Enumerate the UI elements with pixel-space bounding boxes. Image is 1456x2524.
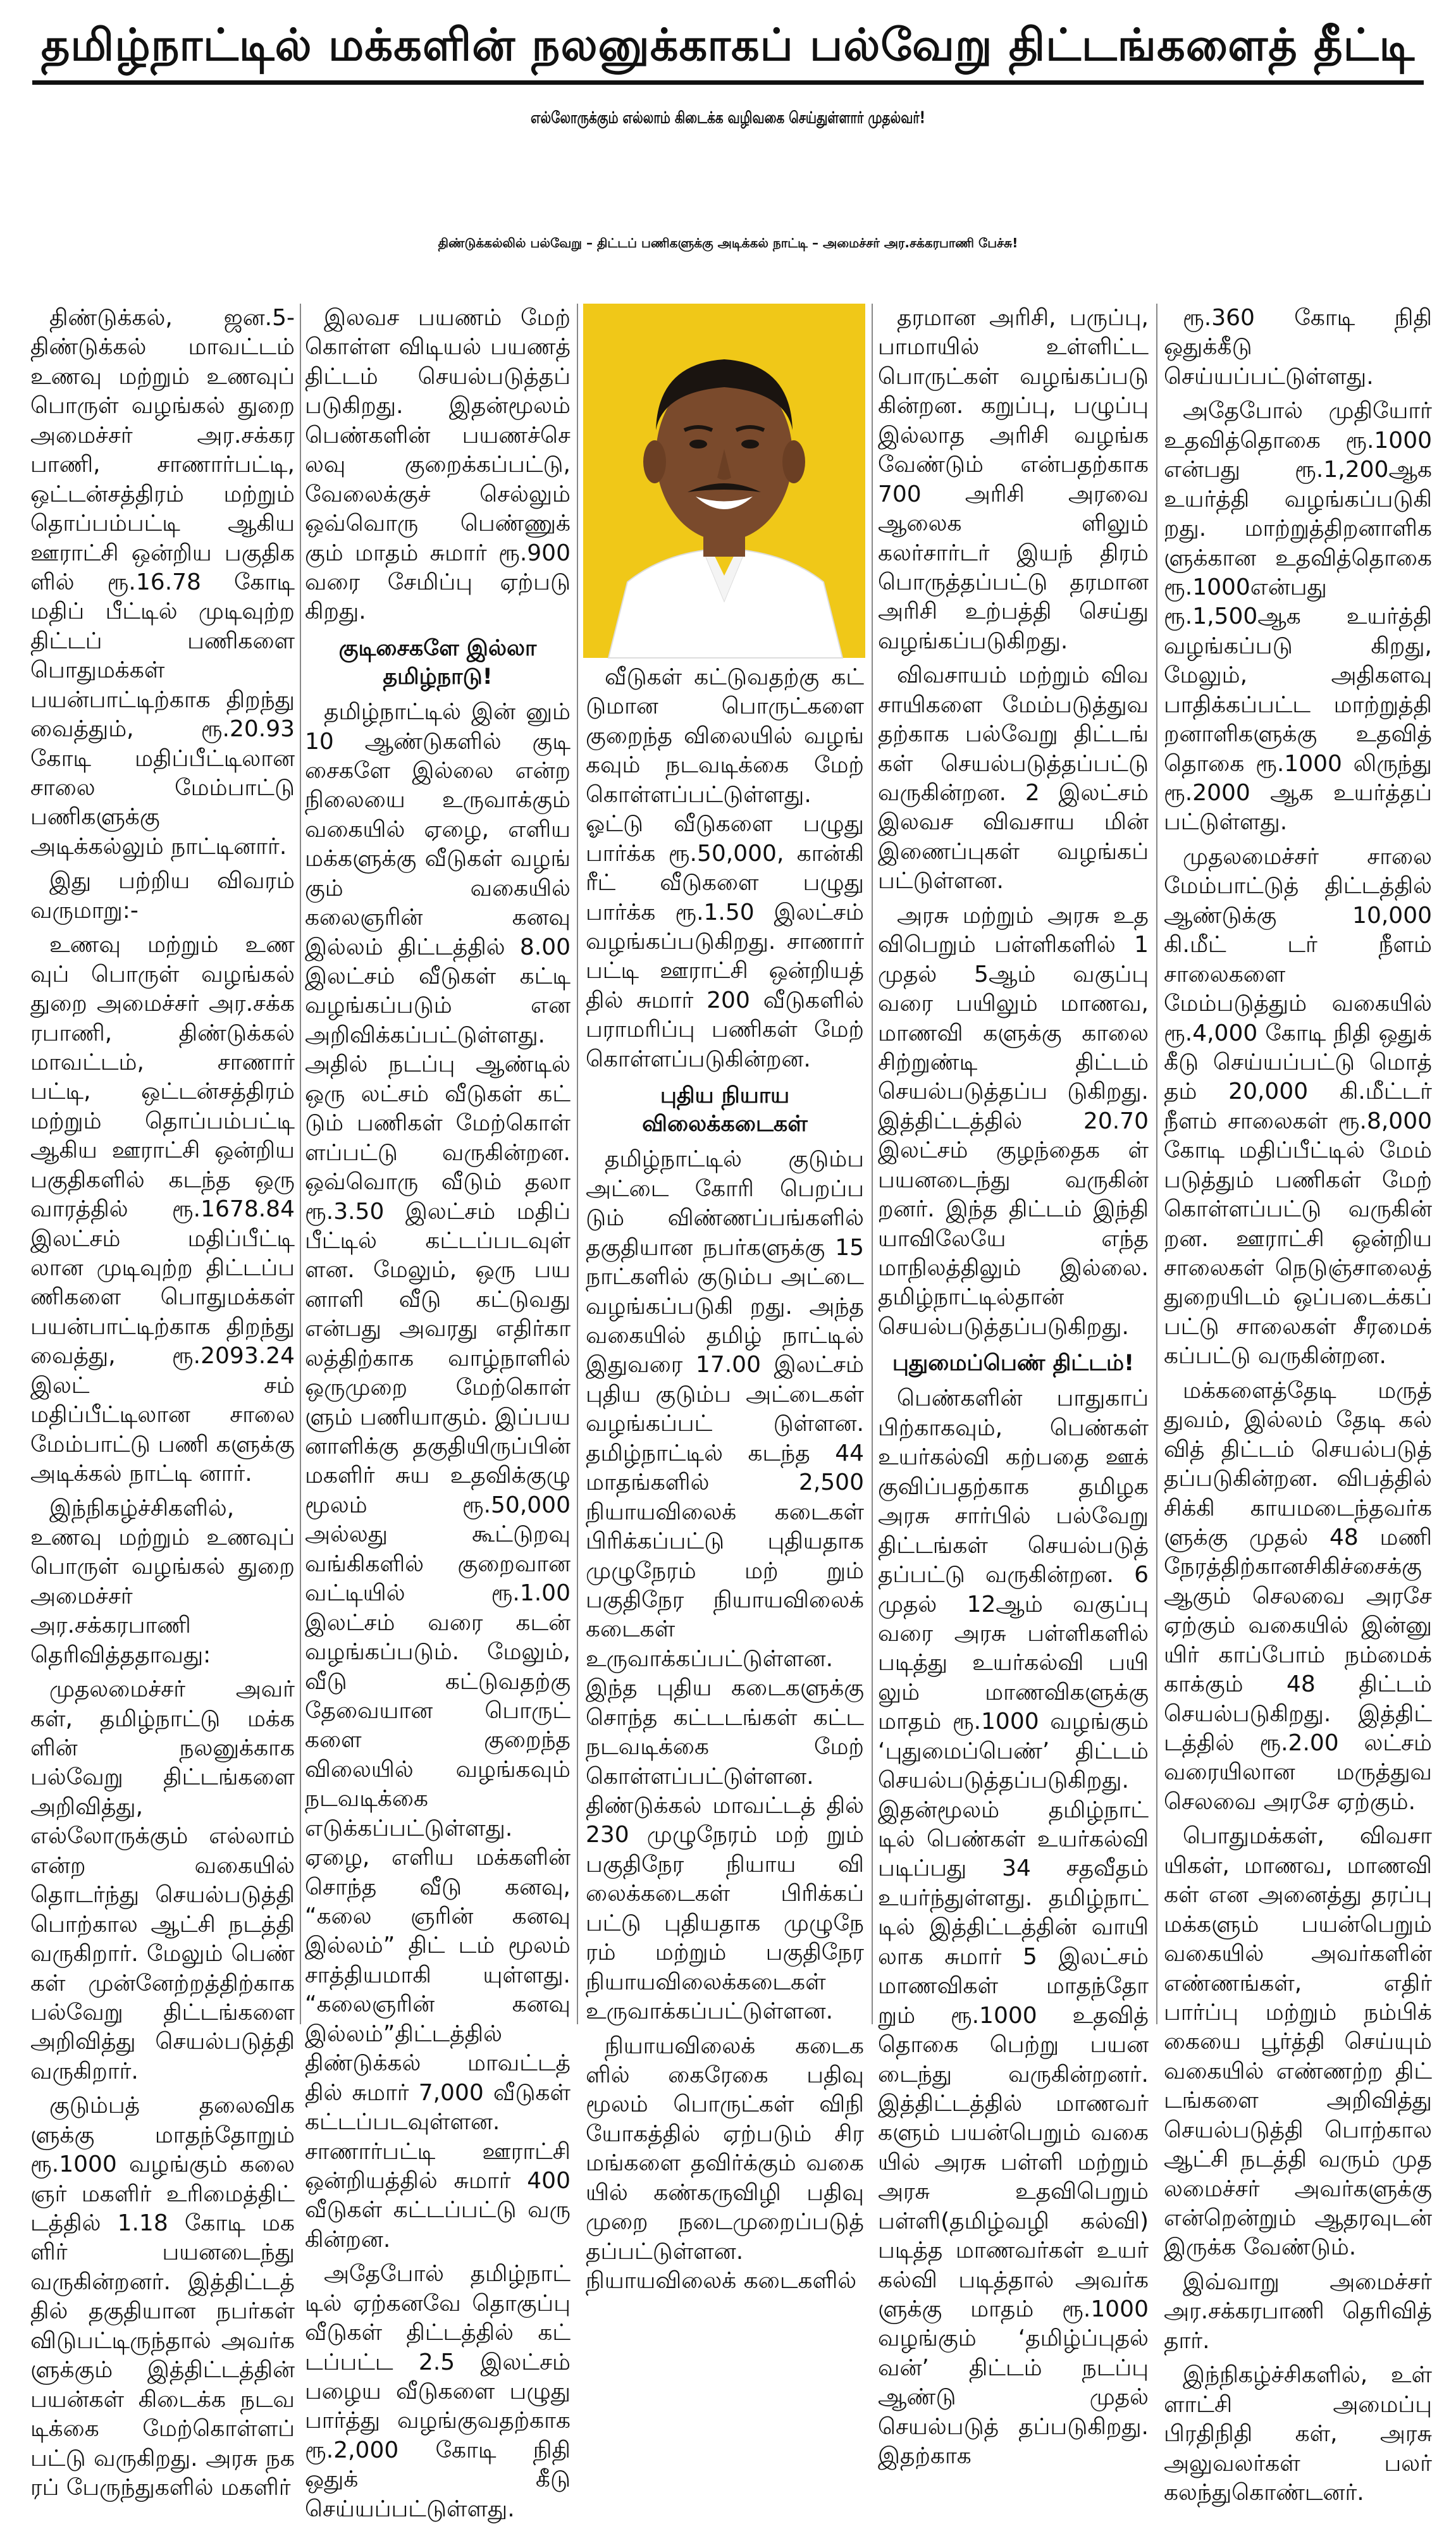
article-paragraph: முதலமைச்சர் சாலை மேம்பாட்டுத் திட்டத்தில் ஆண்டுக்கு 10,000 கி.மீட் டர் நீளம் சாலைகளை மேம்படுத்தும் வகையில் ரூ.4,000 கோடி நிதி ஒதுக் கீடு செய்யப்பட்டு மொத் தம் 20,000 கி.மீட்டர் நீளம் சாலைகள் ரூ.8,000 கோடி மதிப்பீட்டில் மேம் படுத்தும் பணிகள் மேற் கொள்ளப்பட்டு வருகின் றன. ஊராட்சி ஒன்றிய சாலைகள் நெடுஞ்சாலைத் துறையிடம் ஒப்படைக்கப் பட்டு சாலைகள் சீரமைக் கப்பட்டு வருகின்றன. [1164,843,1432,1370]
column-divider [577,304,578,2024]
left-eye [689,440,707,449]
headline: எல்லோருக்கும் எல்லாம் கிடைக்க வழிவகை செய்துள்ளார் முதல்வர்! [531,108,925,127]
article-column-1 [30,304,295,2501]
kicker-text: தமிழ்நாட்டில் மக்களின் நலனுக்காகப் பல்வேறு திட்டங்களைத் தீட்டி [32,19,1424,85]
portrait-illustration [583,304,865,658]
article-paragraph: அதேபோல் தமிழ்நாட் டில் ஏற்கனவே தொகுப்பு வீடுகள் திட்டத்தில் கட் டப்பட்ட 2.5 இலட்சம் பழைய வீடுகளை பழுது பார்த்து வழங்குவதற்காக ரூ.2,000 கோடி நிதி ஒதுக் கீடு செய்யப்பட்டுள்ளது. [305,2261,571,2522]
article-column-2 [305,304,571,2522]
article-paragraph: அரசு மற்றும் அரசு உத விபெறும் பள்ளிகளில் 1 முதல் 5ஆம் வகுப்பு வரை பயிலும் மாணவ, மாணவி களுக்கு காலை சிற்றுண்டி திட்டம் செயல்படுத்தப்ப டுகிறது. இத்திட்டத்தில் 20.70 இலட்சம் குழந்தைக ள் பயனடைந்து வருகின் றனர். இந்த திட்டம் இந்தி யாவிலேயே எந்த மாநிலத்திலும் இல்லை. தமிழ்நாட்டில்தான் செயல்படுத்தப்படுகிறது. [878,902,1149,1340]
column-divider [1156,304,1157,2024]
article-paragraph: நியாயவிலைக் கடைக ளில் கைரேகை பதிவு மூலம் பொருட்கள் விநி யோகத்தில் ஏற்படும் சிர மங்களை தவிர்க்கும் வகை யில் கண்கருவிழி பதிவு முறை நடைமுறைப்படுத் தப்பட்டுள்ளன. நியாயவிலைக் கடைகளில் [586,2032,864,2294]
right-ear [782,440,805,483]
article-paragraph: ரூ.360 கோடி நிதி ஒதுக்கீடு செய்யப்பட்டுள்ளது. [1164,305,1432,390]
column-divider [872,304,873,2024]
article-paragraph: இலவச பயணம் மேற் கொள்ள விடியல் பயணத் திட்டம் செயல்படுத்தப் படுகிறது. இதன்மூலம் பெண்களின் பயணச்செ லவு குறைக்கப்பட்டு, வேலைக்குச் செல்லும் ஒவ்வொரு பெண்ணுக் கும் மாதம் சுமார் ரூ.900 வரை சேமிப்பு ஏற்படு கிறது. [305,305,571,625]
article-paragraph: தமிழ்நாட்டில் குடும்ப அட்டை கோரி பெறப்ப டும் விண்ணப்பங்களில் தகுதியான நபர்களுக்கு 15 நாட்களில் குடும்ப அட்டை வழங்கப்படுகி றது. அந்த வகையில் தமிழ் நாட்டில் இதுவரை 17.00 இலட்சம் புதிய குடும்ப அட்டைகள் வழங்கப்பட் டுள்ளன. தமிழ்நாட்டில் கடந்த 44 மாதங்களில் 2,500 நியாயவிலைக் கடைகள் பிரிக்கப்பட்டு புதியதாக முழுநேரம் மற் றும் பகுதிநேர நியாயவிலைக் கடைகள் உருவாக்கப்பட்டுள்ளன. இந்த புதிய கடைகளுக்கு சொந்த கட்டடங்கள் கட்ட நடவடிக்கை மேற் கொள்ளப்பட்டுள்ளன. திண்டுக்கல் மாவட்டத் தில் 230 முழுநேரம் மற் றும் பகுதிநேர நியாய வி லைக்கடைகள் பிரிக்கப் பட்டு புதியதாக முழுநே ரம் மற்றும் பகுதிநேர நியாயவிலைக்கடைகள் உருவாக்கப்பட்டுள்ளன. [586,1146,864,2025]
article-column-4 [878,304,1149,2470]
kicker [0,15,1456,85]
article-column-5 [1164,304,1432,2506]
article-paragraph: அதேபோல் முதியோர் உதவித்தொகை ரூ.1000 என்பது ரூ.1,200ஆக உயர்த்தி வழங்கப்படுகி றது. மாற்றுத்திறனாளிக ளுக்கான உதவித்தொகை ரூ.1000என்பது ரூ.1,500ஆக உயர்த்தி வழங்கப்படு கிறது, மேலும், அதிகளவு பாதிக்கப்பட்ட மாற்றுத்தி றனாளிகளுக்கு உதவித் தொகை ரூ.1000 லிருந்து ரூ.2000 ஆக உயர்த்தப் பட்டுள்ளது. [1164,398,1432,836]
article-paragraph: விவசாயம் மற்றும் விவ சாயிகளை மேம்படுத்துவ தற்காக பல்வேறு திட்டங் கள் செயல்படுத்தப்பட்டு வருகின்றன. 2 இலட்சம் இலவச விவசாய மின் இணைப்புகள் வழங்கப் பட்டுள்ளன. [878,662,1149,894]
article-paragraph: பொதுமக்கள், விவசா யிகள், மாணவ, மாணவி கள் என அனைத்து தரப்பு மக்களும் பயன்பெறும் வகையில் அவர்களின் எண்ணங்கள், எதிர் பார்ப்பு மற்றும் நம்பிக் கையை பூர்த்தி செய்யும் வகையில் எண்ணற்ற திட் டங்களை அறிவித்து செயல்படுத்தி பொற்கால ஆட்சி நடத்தி வரும் முத லமைச்சர் அவர்களுக்கு என்றென்றும் ஆதரவுடன் இருக்க வேண்டும். [1164,1823,1432,2261]
right-eye [741,440,759,449]
section-subheading: குடிசைகளே இல்லா தமிழ்நாடு! [338,635,537,690]
article-paragraph: உணவு மற்றும் உண வுப் பொருள் வழங்கல் துறை அமைச்சர் அர.சக்க ரபாணி, திண்டுக்கல் மாவட்டம், சாணார் பட்டி, ஒட்டன்சத்திரம் மற்றும் தொப்பம்பட்டி ஆகிய ஊராட்சி ஒன்றிய பகுதிகளில் கடந்த ஒரு வாரத்தில் ரூ.1678.84 இலட்சம் மதிப்பீட்டி லான முடிவுற்ற திட்டப்ப ணிகளை பொதுமக்கள் பயன்பாட்டிற்காக திறந்து வைத்து, ரூ.2093.24 இலட் சம் மதிப்பீட்டிலான சாலை மேம்பாட்டு பணி களுக்கு அடிக்கல் நாட்டி னார். [30,932,295,1487]
article-paragraph: தரமான அரிசி, பருப்பு, பாமாயில் உள்ளிட்ட பொருட்கள் வழங்கப்படு கின்றன. கறுப்பு, பழுப்பு இல்லாத அரிசி வழங்க வேண்டும் என்பதற்காக 700 அரிசி அரவை ஆலைக ளிலும் கலர்சார்டர் இயந் திரம் பொருத்தப்பட்டு தரமான அரிசி உற்பத்தி செய்து வழங்கப்படுகிறது. [878,305,1149,654]
article-column-3 [586,663,864,2294]
article-paragraph: முதலமைச்சர் அவர் கள், தமிழ்நாட்டு மக்க ளின் நலனுக்காக பல்வேறு திட்டங்களை அறிவித்து, எல்லோருக்கும் எல்லாம் என்ற வகையில் தொடர்ந்து செயல்படுத்தி பொற்கால ஆட்சி நடத்தி வருகிறார். மேலும் பெண் கள் முன்னேற்றத்திற்காக பல்வேறு திட்டங்களை அறிவித்து செயல்படுத்தி வருகிறார். [30,1676,295,2084]
article-paragraph: வீடுகள் கட்டுவதற்கு கட் டுமான பொருட்களை குறைந்த விலையில் வழங் கவும் நடவடிக்கை மேற் கொள்ளப்பட்டுள்ளது. ஓட்டு வீடுகளை பழுது பார்க்க ரூ.50,000, கான்கி ரீட் வீடுகளை பழுது பார்க்க ரூ.1.50 இலட்சம் வழங்கப்படுகிறது. சாணார் பட்டி ஊராட்சி ஒன்றியத் தில் சுமார் 200 வீடுகளில் பராமரிப்பு பணிகள் மேற் கொள்ளப்படுகின்றன. [586,664,864,1072]
article-paragraph: இந்நிகழ்ச்சிகளில், உள் ளாட்சி அமைப்பு பிரதிநிதி கள், அரசு அலுவலர்கள் பலர் கலந்துகொண்டனர். [1164,2362,1432,2506]
article-paragraph: தமிழ்நாட்டில் இன் னும் 10 ஆண்டுகளில் குடி சைகளே இல்லை என்ற நிலையை உருவாக்கும் வகையில் ஏழை, எளிய மக்களுக்கு வீடுகள் வழங் கும் வகையில் கலைஞரின் கனவு இல்லம் திட்டத்தில் 8.00 இலட்சம் வீடுகள் கட்டி வழங்கப்படும் என அறிவிக்கப்பட்டுள்ளது. அதில் நடப்பு ஆண்டில் ஒரு லட்சம் வீடுகள் கட் டும் பணிகள் மேற்கொள் ளப்பட்டு வருகின்றன. ஒவ்வொரு வீடும் தலா ரூ.3.50 இலட்சம் மதிப் பீட்டில் கட்டப்படவுள் ளன. மேலும், ஒரு பய னாளி வீடு கட்டுவது என்பது அவரது எதிர்கா லத்திற்காக வாழ்நாளில் ஒருமுறை மேற்கொள் ளும் பணியாகும். இப்பய னாளிக்கு தகுதியிருப்பின் மகளிர் சுய உதவிக்குழு மூலம் ரூ.50,000 அல்லது கூட்டுறவு வங்கிகளில் குறைவான வட்டியில் ரூ.1.00 இலட்சம் வரை கடன் வழங்கப்படும். மேலும், வீடு கட்டுவதற்கு தேவையான பொருட் களை குறைந்த விலையில் வழங்கவும் நடவடிக்கை எடுக்கப்பட்டுள்ளது. ஏழை, எளிய மக்களின் சொந்த வீடு கனவு, “கலை ஞரின் கனவு இல்லம்” திட் டம் மூலம் சாத்தியமாகி யுள்ளது. “கலைஞரின் கனவு இல்லம்”திட்டத்தில் திண்டுக்கல் மாவட்டத் தில் சுமார் 7,000 வீடுகள் கட்டப்படவுள்ளன. சாணார்பட்டி ஊராட்சி ஒன்றியத்தில் சுமார் 400 வீடுகள் கட்டப்பட்டு வரு கின்றன. [305,699,571,2253]
article-paragraph: இது பற்றிய விவரம் வருமாறு:- [30,868,295,924]
section-subheading: புதிய நியாய விலைக்கடைகள் [642,1083,808,1137]
subhead: திண்டுக்கல்லில் பல்வேறு – திட்டப் பணிகளுக்கு அடிக்கல் நாட்டி – அமைச்சர் அர.சக்கரபாணி பேச்சு! [438,235,1018,251]
article-paragraph: குடும்பத் தலைவிக ளுக்கு மாதந்தோறும் ரூ.1000 வழங்கும் கலை ஞர் மகளிர் உரிமைத்திட் டத்தில் 1.18 கோடி மக ளிர் பயனடைந்து வருகின்றனர். இத்திட்டத் தில் தகுதியான நபர்கள் விடுபட்டிருந்தால் அவர்க ளுக்கும் இத்திட்டத்தின் பயன்கள் கிடைக்க நடவ டிக்கை மேற்கொள்ளப் பட்டு வருகிறது. அரசு நக ரப் பேருந்துகளில் மகளிர் [30,2093,295,2501]
column-divider [300,304,301,2024]
section-subheading: புதுமைப்பெண் திட்டம்! [892,1351,1135,1376]
article-paragraph: மக்களைத்தேடி மருத் துவம், இல்லம் தேடி கல் வித் திட்டம் செயல்படுத் தப்படுகின்றன. விபத்தில் சிக்கி காயமடைந்தவர்க ளுக்கு முதல் 48 மணி நேரத்திற்கானசிகிச்சைக்கு ஆகும் செலவை அரசே ஏற்கும் வகையில் இன்னு யிர் காப்போம் நம்மைக் காக்கும் 48 திட்டம் செயல்படுகிறது. இத்திட் டத்தில் ரூ.2.00 லட்சம் வரையிலான மருத்துவ செலவை அரசே ஏற்கும். [1164,1377,1432,1815]
article-paragraph: இந்நிகழ்ச்சிகளில், உணவு மற்றும் உணவுப் பொருள் வழங்கல் துறை அமைச்சர் அர.சக்கரபாணி தெரிவித்ததாவது: [30,1495,295,1668]
minister-photo [583,304,865,658]
left-ear [643,440,666,483]
article-paragraph: பெண்களின் பாதுகாப் பிற்காகவும், பெண்கள் உயர்கல்வி கற்பதை ஊக் குவிப்பதற்காக தமிழக அரசு சார்பில் பல்வேறு திட்டங்கள் செயல்படுத் தப்பட்டு வருகின்றன. 6 முதல் 12ஆம் வகுப்பு வரை அரசு பள்ளிகளில் படித்து உயர்கல்வி பயி லும் மாணவிகளுக்கு மாதம் ரூ.1000 வழங்கும் ‘புதுமைப்பெண்’ திட்டம் செயல்படுத்தப்படுகிறது. இதன்மூலம் தமிழ்நாட் டில் பெண்கள் உயர்கல்வி படிப்பது 34 சதவீதம் உயர்ந்துள்ளது. தமிழ்நாட் டில் இத்திட்டத்தின் வாயி லாக சுமார் 5 இலட்சம் மாணவிகள் மாதந்தோ றும் ரூ.1000 உதவித் தொகை பெற்று பயன டைந்து வருகின்றனர். இத்திட்டத்தில் மாணவர் களும் பயன்பெறும் வகை யில் அரசு பள்ளி மற்றும் அரசு உதவிபெறும் பள்ளி(தமிழ்வழி கல்வி) படித்த மாணவர்கள் உயர் கல்வி படித்தால் அவர்க ளுக்கு மாதம் ரூ.1000 வழங்கும் ‘தமிழ்ப்புதல் வன்’ திட்டம் நடப்பு ஆண்டு முதல் செயல்படுத் தப்படுகிறது. இதற்காக [878,1385,1149,2470]
article-paragraph: இவ்வாறு அமைச்சர் அர.சக்கரபாணி தெரிவித் தார். [1164,2268,1432,2354]
article-paragraph: திண்டுக்கல், ஜன.5- திண்டுக்கல் மாவட்டம் உணவு மற்றும் உணவுப் பொருள் வழங்கல் துறை அமைச்சர் அர.சக்கர பாணி, சாணார்பட்டி, ஒட்டன்சத்திரம் மற்றும் தொப்பம்பட்டி ஆகிய ஊராட்சி ஒன்றிய பகுதிக ளில் ரூ.16.78 கோடி மதிப் பீட்டில் முடிவுற்ற திட்டப் பணிகளை பொதுமக்கள் பயன்பாட்டிற்காக திறந்து வைத்தும், ரூ.20.93 கோடி மதிப்பீட்டிலான சாலை மேம்பாட்டு பணிகளுக்கு அடிக்கல்லும் நாட்டினார். [30,305,295,860]
